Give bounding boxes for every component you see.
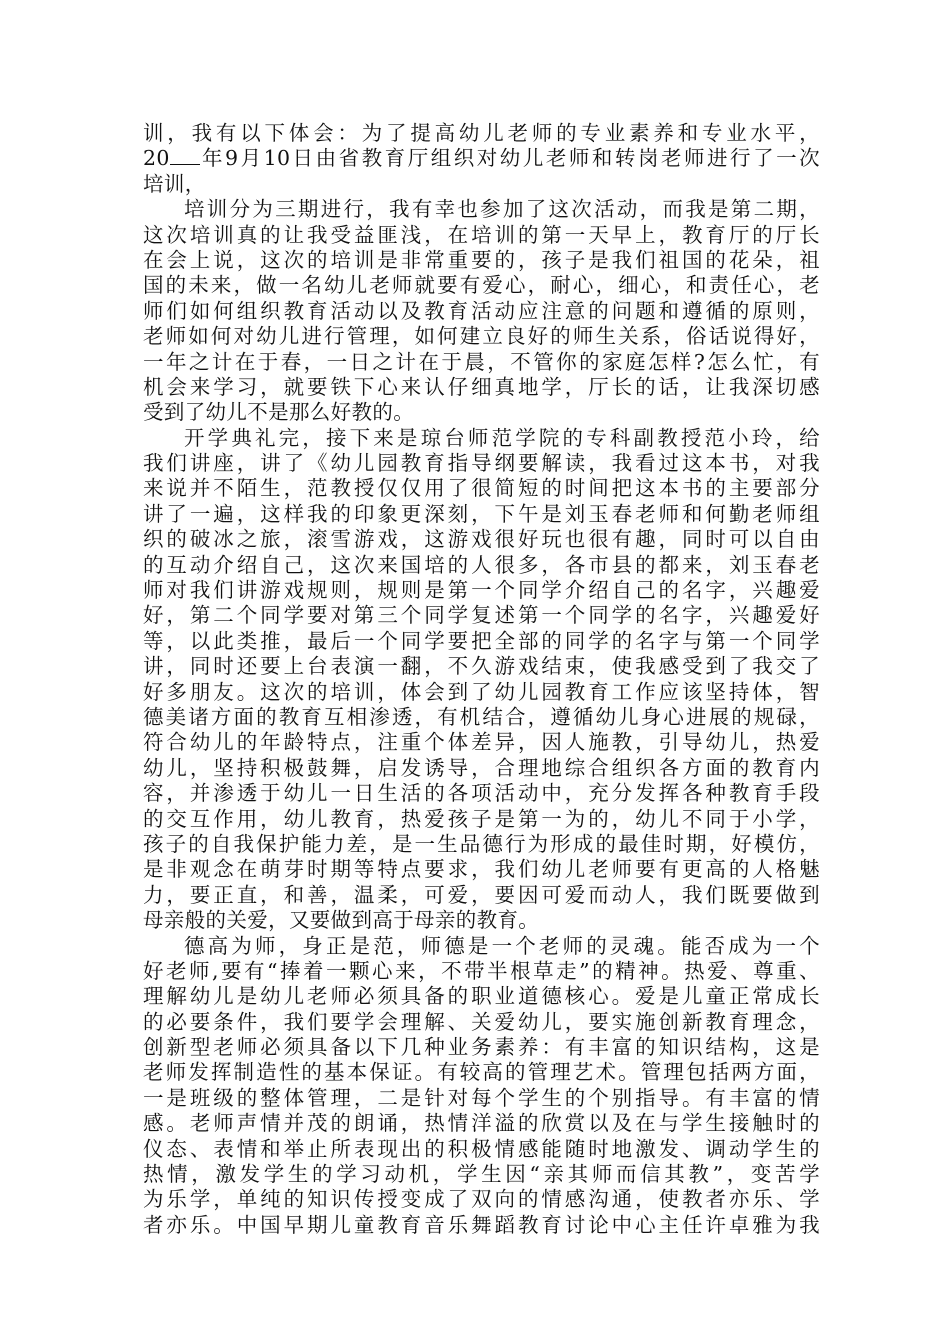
text-line: 培训分为三期进行，我有幸也参加了这次活动，而我是第二期， bbox=[184, 197, 820, 222]
text-fragment: 20 bbox=[143, 146, 170, 171]
text-line: 为乐学，单纯的知识传授变成了双向的情感沟通，使教者亦乐、学 bbox=[143, 1187, 820, 1212]
document-body-text bbox=[143, 121, 820, 1238]
text-line: 讲，同时还要上台表演一翻，不久游戏结束，使我感受到了我交了 bbox=[143, 654, 820, 679]
text-line: 一年之计在于春，一日之计在于晨，不管你的家庭怎样?怎么忙，有 bbox=[143, 349, 820, 374]
text-line: 创新型老师必须具备以下几种业务素养：有丰富的知识结构，这是 bbox=[143, 1035, 820, 1060]
text-line: 开学典礼完，接下来是琼台师范学院的专科副教授范小玲，给 bbox=[184, 425, 820, 450]
text-line: 老师发挥制造性的基本保证。有较高的管理艺术。管理包括两方面， bbox=[143, 1060, 820, 1085]
text-line: 理解幼儿是幼儿老师必须具备的职业道德核心。爱是儿童正常成长 bbox=[143, 984, 820, 1009]
text-line: 老师如何对幼儿进行管理，如何建立良好的师生关系，俗话说得好， bbox=[143, 324, 820, 349]
text-line: 来说并不陌生，范教授仅仅用了很简短的时间把这本书的主要部分 bbox=[143, 476, 820, 501]
text-line: 幼儿，坚持积极鼓舞，启发诱导，合理地综合组织各方面的教育内 bbox=[143, 755, 820, 780]
text-line: 一是班级的整体管理，二是针对每个学生的个别指导。有丰富的情 bbox=[143, 1085, 820, 1110]
text-line: 受到了幼儿不是那么好教的。 bbox=[143, 400, 415, 425]
text-line: 我们讲座，讲了《幼儿园教育指导纲要解读，我看过这本书，对我 bbox=[143, 451, 820, 476]
text-line: 在会上说，这次的培训是非常重要的，孩子是我们祖国的花朵，祖 bbox=[143, 247, 820, 272]
blank-underline bbox=[170, 146, 200, 165]
text-line: 力，要正直，和善，温柔，可爱，要因可爱而动人，我们既要做到 bbox=[143, 882, 820, 907]
text-line: 师们如何组织教育活动以及教育活动应注意的问题和遵循的原则， bbox=[143, 298, 820, 323]
text-line: 仪态、表情和举止所表现出的积极情感能随时地激发、调动学生的 bbox=[143, 1136, 820, 1161]
text-line: 织的破冰之旅，滚雪游戏，这游戏很好玩也很有趣，同时可以自由 bbox=[143, 527, 820, 552]
text-line: 好老师,要有“捧着一颗心来，不带半根草走”的精神。热爱、尊重、 bbox=[143, 958, 820, 983]
text-line: 训，我有以下体会：为了提高幼儿老师的专业素养和专业水平， bbox=[143, 121, 820, 145]
text-line: 这次培训真的让我受益匪浅，在培训的第一天早上，教育厅的厅长 bbox=[143, 222, 820, 247]
text-line: 德高为师，身正是范，师德是一个老师的灵魂。能否成为一个 bbox=[184, 933, 820, 958]
text-line: 国的未来，做一名幼儿老师就要有爱心，耐心，细心，和责任心，老 bbox=[143, 273, 820, 298]
text-line bbox=[143, 146, 820, 171]
text-line: 好，第二个同学要对第三个同学复述第一个同学的名字，兴趣爱好 bbox=[143, 603, 820, 628]
text-line: 讲了一遍，这样我的印象更深刻，下午是刘玉春老师和何勤老师组 bbox=[143, 501, 820, 526]
text-line: 的必要条件，我们要学会理解、关爱幼儿，要实施创新教育理念， bbox=[143, 1009, 820, 1034]
text-line: 孩子的自我保护能力差，是一生品德行为形成的最佳时期，好模仿， bbox=[143, 831, 820, 856]
text-fragment: 年9月10日由省教育厅组织对幼儿老师和转岗老师进行了一次 bbox=[199, 146, 820, 171]
text-line: 符合幼儿的年龄特点，注重个体差异，因人施教，引导幼儿，热爱 bbox=[143, 730, 820, 755]
text-line: 机会来学习，就要铁下心来认仔细真地学，厅长的话，让我深切感 bbox=[143, 374, 820, 399]
text-line: 感。老师声情并茂的朗诵，热情洋溢的欣赏以及在与学生接触时的 bbox=[143, 1111, 820, 1136]
text-line: 好多朋友。这次的培训，体会到了幼儿园教育工作应该坚持体，智 bbox=[143, 679, 820, 704]
text-line: 容，并渗透于幼儿一日生活的各项活动中，充分发挥各种教育手段 bbox=[143, 781, 820, 806]
text-line: 的互动介绍自己，这次来国培的人很多，各市县的都来，刘玉春老 bbox=[143, 552, 820, 577]
text-line: 者亦乐。中国早期儿童教育音乐舞蹈教育讨论中心主任许卓雅为我 bbox=[143, 1212, 820, 1237]
text-line: 的交互作用，幼儿教育，热爱孩子是第一为的，幼儿不同于小学， bbox=[143, 806, 820, 831]
text-line: 是非观念在萌芽时期等特点要求，我们幼儿老师要有更高的人格魅 bbox=[143, 857, 820, 882]
text-line: 德美诸方面的教育互相渗透，有机结合，遵循幼儿身心进展的规碌， bbox=[143, 704, 820, 729]
text-line: 师对我们讲游戏规则，规则是第一个同学介绍自己的名字，兴趣爱 bbox=[143, 578, 820, 603]
text-line: 热情，激发学生的学习动机，学生因“亲其师而信其教”，变苦学 bbox=[143, 1162, 820, 1187]
text-line: 等，以此类推，最后一个同学要把全部的同学的名字与第一个同学 bbox=[143, 628, 820, 653]
text-line: 培训， bbox=[143, 171, 206, 196]
text-line: 母亲般的关爱，又要做到高于母亲的教育。 bbox=[143, 908, 540, 933]
